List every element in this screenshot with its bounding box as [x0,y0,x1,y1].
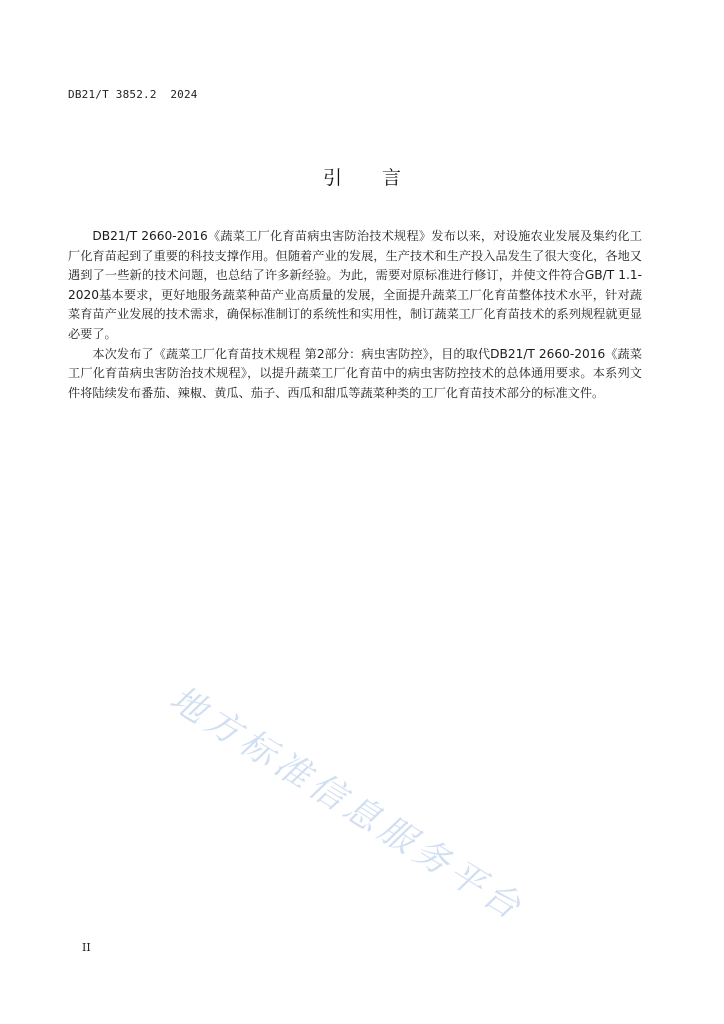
paragraph-1: DB21/T 2660-2016《蔬菜工厂化育苗病虫害防治技术规程》发布以来，对设施农业发展及集约化工厂化育苗起到了重要的科技支撑作用。但随着产业的发展，生产技术和生产投入品发生了很大变化，各地又遇到了一些新的技术问题，也总结了许多新经验。为此，需要对原标准进行修订，并使文件符合GB/T 1.1-2020基本要求，更好地服务蔬菜种苗产业高质量的发展，全面提升蔬菜工厂化育苗整体技术水平，针对蔬菜育苗产业发展的技术需求，确保标准制订的系统性和实用性，制订蔬菜工厂化育苗技术的系列规程就更显必要了。 [68,229,642,341]
watermark: 地方标准信息服务平台 [162,678,532,930]
page-number: II [82,941,91,954]
standard-number: DB21/T 3852.2 2024 [68,88,198,101]
paragraph-2: 本次发布了《蔬菜工厂化育苗技术规程 第2部分：病虫害防控》，目的取代DB21/T 2660-2016《蔬菜工厂化育苗病虫害防治技术规程》，以提升蔬菜工厂化育苗中的病虫害防控技术的总体通用要求。本系列文件将陆续发布番茄、辣椒、黄瓜、茄子、西瓜和甜瓜等蔬菜种类的工厂化育苗技术部分的标准文件。 [68,346,642,400]
body-text [68,227,642,403]
page-title: 引言 [322,167,441,189]
